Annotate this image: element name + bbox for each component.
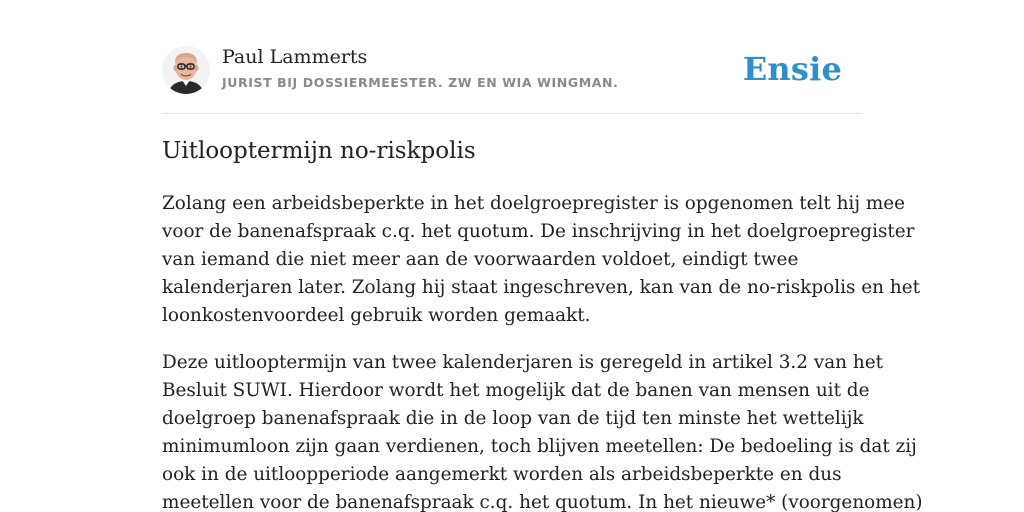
author-portrait-icon	[162, 46, 210, 94]
article-body	[162, 190, 923, 512]
paragraph-line: Zolang een arbeidsbeperkte in het doelgroepregister is opgenomen telt hij mee	[162, 193, 906, 214]
paragraph-line: voor de banenafspraak c.q. het quotum. De inschrijving in het doelgroepregister	[162, 221, 915, 242]
article-paragraph-2	[162, 349, 923, 512]
paragraph-line: Deze uitlooptermijn van twee kalenderjaren is geregeld in artikel 3.2 van het	[162, 352, 883, 373]
paragraph-line: doelgroep banenafspraak die in de loop van de tijd ten minste het wettelijk	[162, 408, 864, 429]
paragraph-line: loonkostenvoordeel gebruik worden gemaakt.	[162, 305, 591, 326]
paragraph-line: kalenderjaren later. Zolang hij staat ingeschreven, kan van de no-riskpolis en het	[162, 277, 920, 298]
article-container	[162, 0, 923, 512]
author-bio: JURIST BIJ DOSSIERMEESTER. ZW EN WIA WINGMAN.	[222, 75, 619, 90]
author-name[interactable]: Paul Lammerts	[222, 46, 368, 68]
paragraph-line: minimumloon zijn gaan verdienen, toch blijven meetellen: De bedoeling is dat zij	[162, 436, 917, 457]
article-title: Uitlooptermijn no-riskpolis	[162, 138, 476, 164]
author-avatar[interactable]	[162, 46, 210, 94]
author-header	[162, 0, 862, 114]
paragraph-line: Besluit SUWI. Hierdoor wordt het mogelijk dat de banen van mensen uit de	[162, 380, 870, 401]
paragraph-line: meetellen voor de banenafspraak c.q. het quotum. In het nieuwe* (voorgenomen)	[162, 492, 923, 512]
paragraph-line: ook in de uitloopperiode aangemerkt worden als arbeidsbeperkte en dus	[162, 464, 842, 485]
ensie-logo[interactable]: Ensie	[742, 50, 842, 88]
article-paragraph-1	[162, 190, 920, 330]
paragraph-line: van iemand die niet meer aan de voorwaarden voldoet, eindigt twee	[162, 249, 799, 270]
